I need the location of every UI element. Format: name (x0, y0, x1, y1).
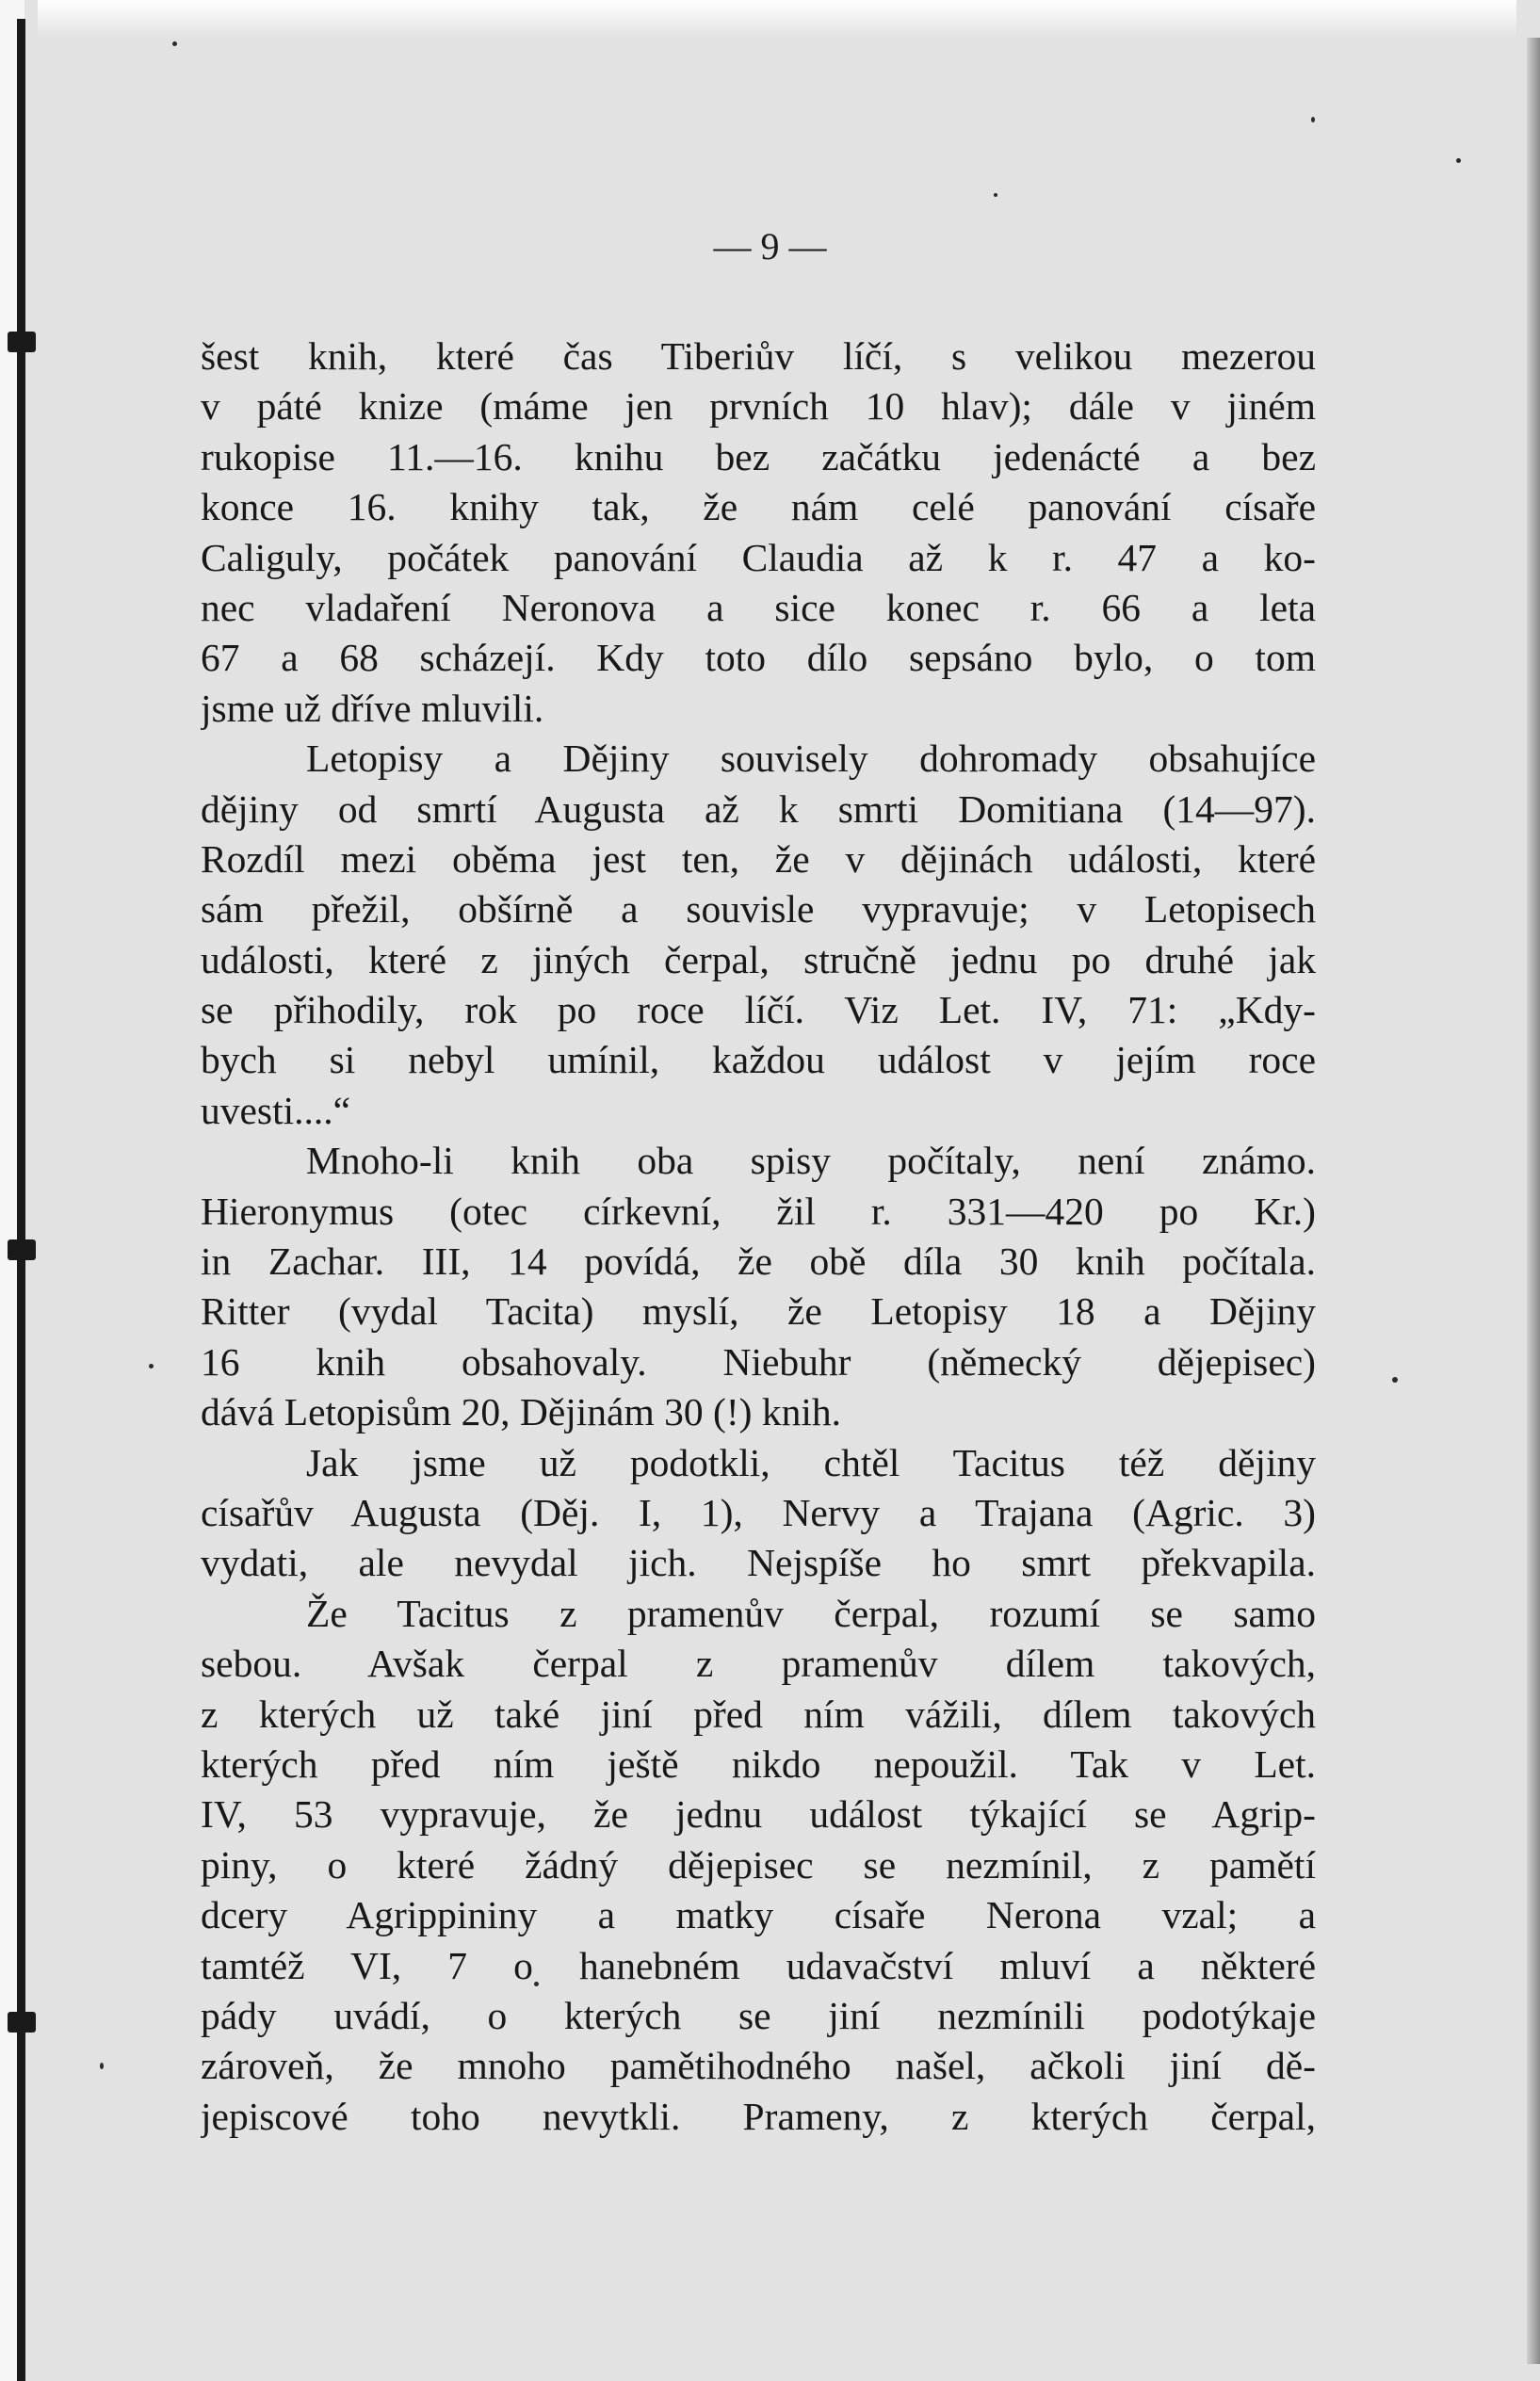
text-line: Jak jsme už podotkli, chtěl Tacitus též dějiny (306, 1440, 1316, 1484)
text-line: císařův Augusta (Děj. I, 1), Nervy a Trajana (Agric. 3) (201, 1490, 1316, 1534)
paper-speck (149, 1364, 154, 1369)
text-line: kterých před ním ještě nikdo nepoužil. Tak v Let. (201, 1741, 1316, 1786)
text-line: Caliguly, počátek panování Claudia až k r. 47 a ko- (201, 535, 1316, 579)
paper-speck (1392, 1377, 1398, 1383)
text-line: Že Tacitus z pramenův čerpal, rozumí se samo (306, 1591, 1316, 1635)
text-line: z kterých už také jiní před ním vážili, dílem takových (201, 1692, 1316, 1736)
text-line: v páté knize (máme jen prvních 10 hlav); dále v jiném (201, 384, 1316, 429)
text-line: IV, 53 vypravuje, že jednu událost týkající se Agrip- (201, 1792, 1316, 1837)
text-line: Letopisy a Dějiny souvisely dohromady obsahujíce (306, 737, 1316, 781)
text-line: dává Letopisům 20, Dějinám 30 (!) knih. (201, 1390, 841, 1434)
text-line: piny, o které žádný dějepisec se nezmínil, z pamětí (201, 1842, 1316, 1887)
text-line: in Zachar. III, 14 povídá, že obě díla 30 knih počítala. (201, 1239, 1316, 1284)
text-line: jepiscové toho nevytkli. Prameny, z kterých čerpal, (201, 2094, 1316, 2138)
text-line: jsme už dříve mluvili. (201, 686, 544, 730)
paper-speck (994, 193, 997, 197)
paper-speck (1456, 158, 1461, 163)
text-line: uvesti....“ (201, 1088, 351, 1132)
paper-speck (1311, 117, 1315, 122)
text-line: 67 a 68 scházejí. Kdy toto dílo sepsáno bylo, o tom (201, 636, 1316, 680)
text-line: dcery Agrippininy a matky císaře Nerona vzal; a (201, 1893, 1316, 1937)
paper-speck (100, 2063, 104, 2069)
page-number: — 9 — (713, 225, 827, 267)
text-line: šest knih, které čas Tiberiův líčí, s velikou mezerou (201, 334, 1316, 378)
spine-notch-middle (8, 1239, 36, 1260)
text-line: bych si nebyl umínil, každou událost v jejím roce (201, 1038, 1316, 1082)
paper-speck (172, 41, 177, 46)
text-line: události, které z jiných čerpal, stručně jednu po druhé jak (201, 937, 1316, 981)
text-line: zároveň, že mnoho pamětihodného našel, ačkoli jiní dě- (201, 2044, 1316, 2088)
text-line: sebou. Avšak čerpal z pramenův dílem takových, (201, 1642, 1316, 1686)
text-line: Rozdíl mezi oběma jest ten, že v dějinách události, které (201, 836, 1316, 881)
text-line: vydati, ale nevydal jich. Nejspíše ho smrt překvapila. (201, 1541, 1316, 1585)
text-line: se přihodily, rok po roce líčí. Viz Let. IV, 71: „Kdy- (201, 988, 1316, 1032)
body-text (201, 332, 1316, 2142)
text-line: nec vladaření Neronova a sice konec r. 66 a leta (201, 585, 1316, 629)
page-right-edge (1527, 38, 1540, 2364)
page-top-edge (38, 0, 1516, 38)
text-line: sám přežil, obšírně a souvisle vypravuje; v Letopisech (201, 887, 1316, 931)
spine-notch-bottom (8, 2012, 36, 2033)
text-line: Hieronymus (otec církevní, žil r. 331—420 po Kr.) (201, 1189, 1316, 1233)
text-line: rukopise 11.—16. knihu bez začátku jedenácté a bez (201, 434, 1316, 478)
text-line: tamtéž VI, 7 o hanebném udavačství mluví a některé (201, 1943, 1316, 1987)
text-line: konce 16. knihy tak, že nám celé panování císaře (201, 485, 1316, 529)
spine-notch-top (8, 332, 36, 352)
text-line: 16 knih obsahovaly. Niebuhr (německý dějepisec) (201, 1339, 1316, 1384)
text-line: Mnoho-li knih oba spisy počítaly, není známo. (306, 1139, 1316, 1183)
text-line: Ritter (vydal Tacita) myslí, že Letopisy 18 a Dějiny (201, 1289, 1316, 1334)
text-line: pády uvádí, o kterých se jiní nezmínili podotýkaje (201, 1993, 1316, 2037)
text-line: dějiny od smrtí Augusta až k smrti Domitiana (14—97). (201, 786, 1316, 831)
